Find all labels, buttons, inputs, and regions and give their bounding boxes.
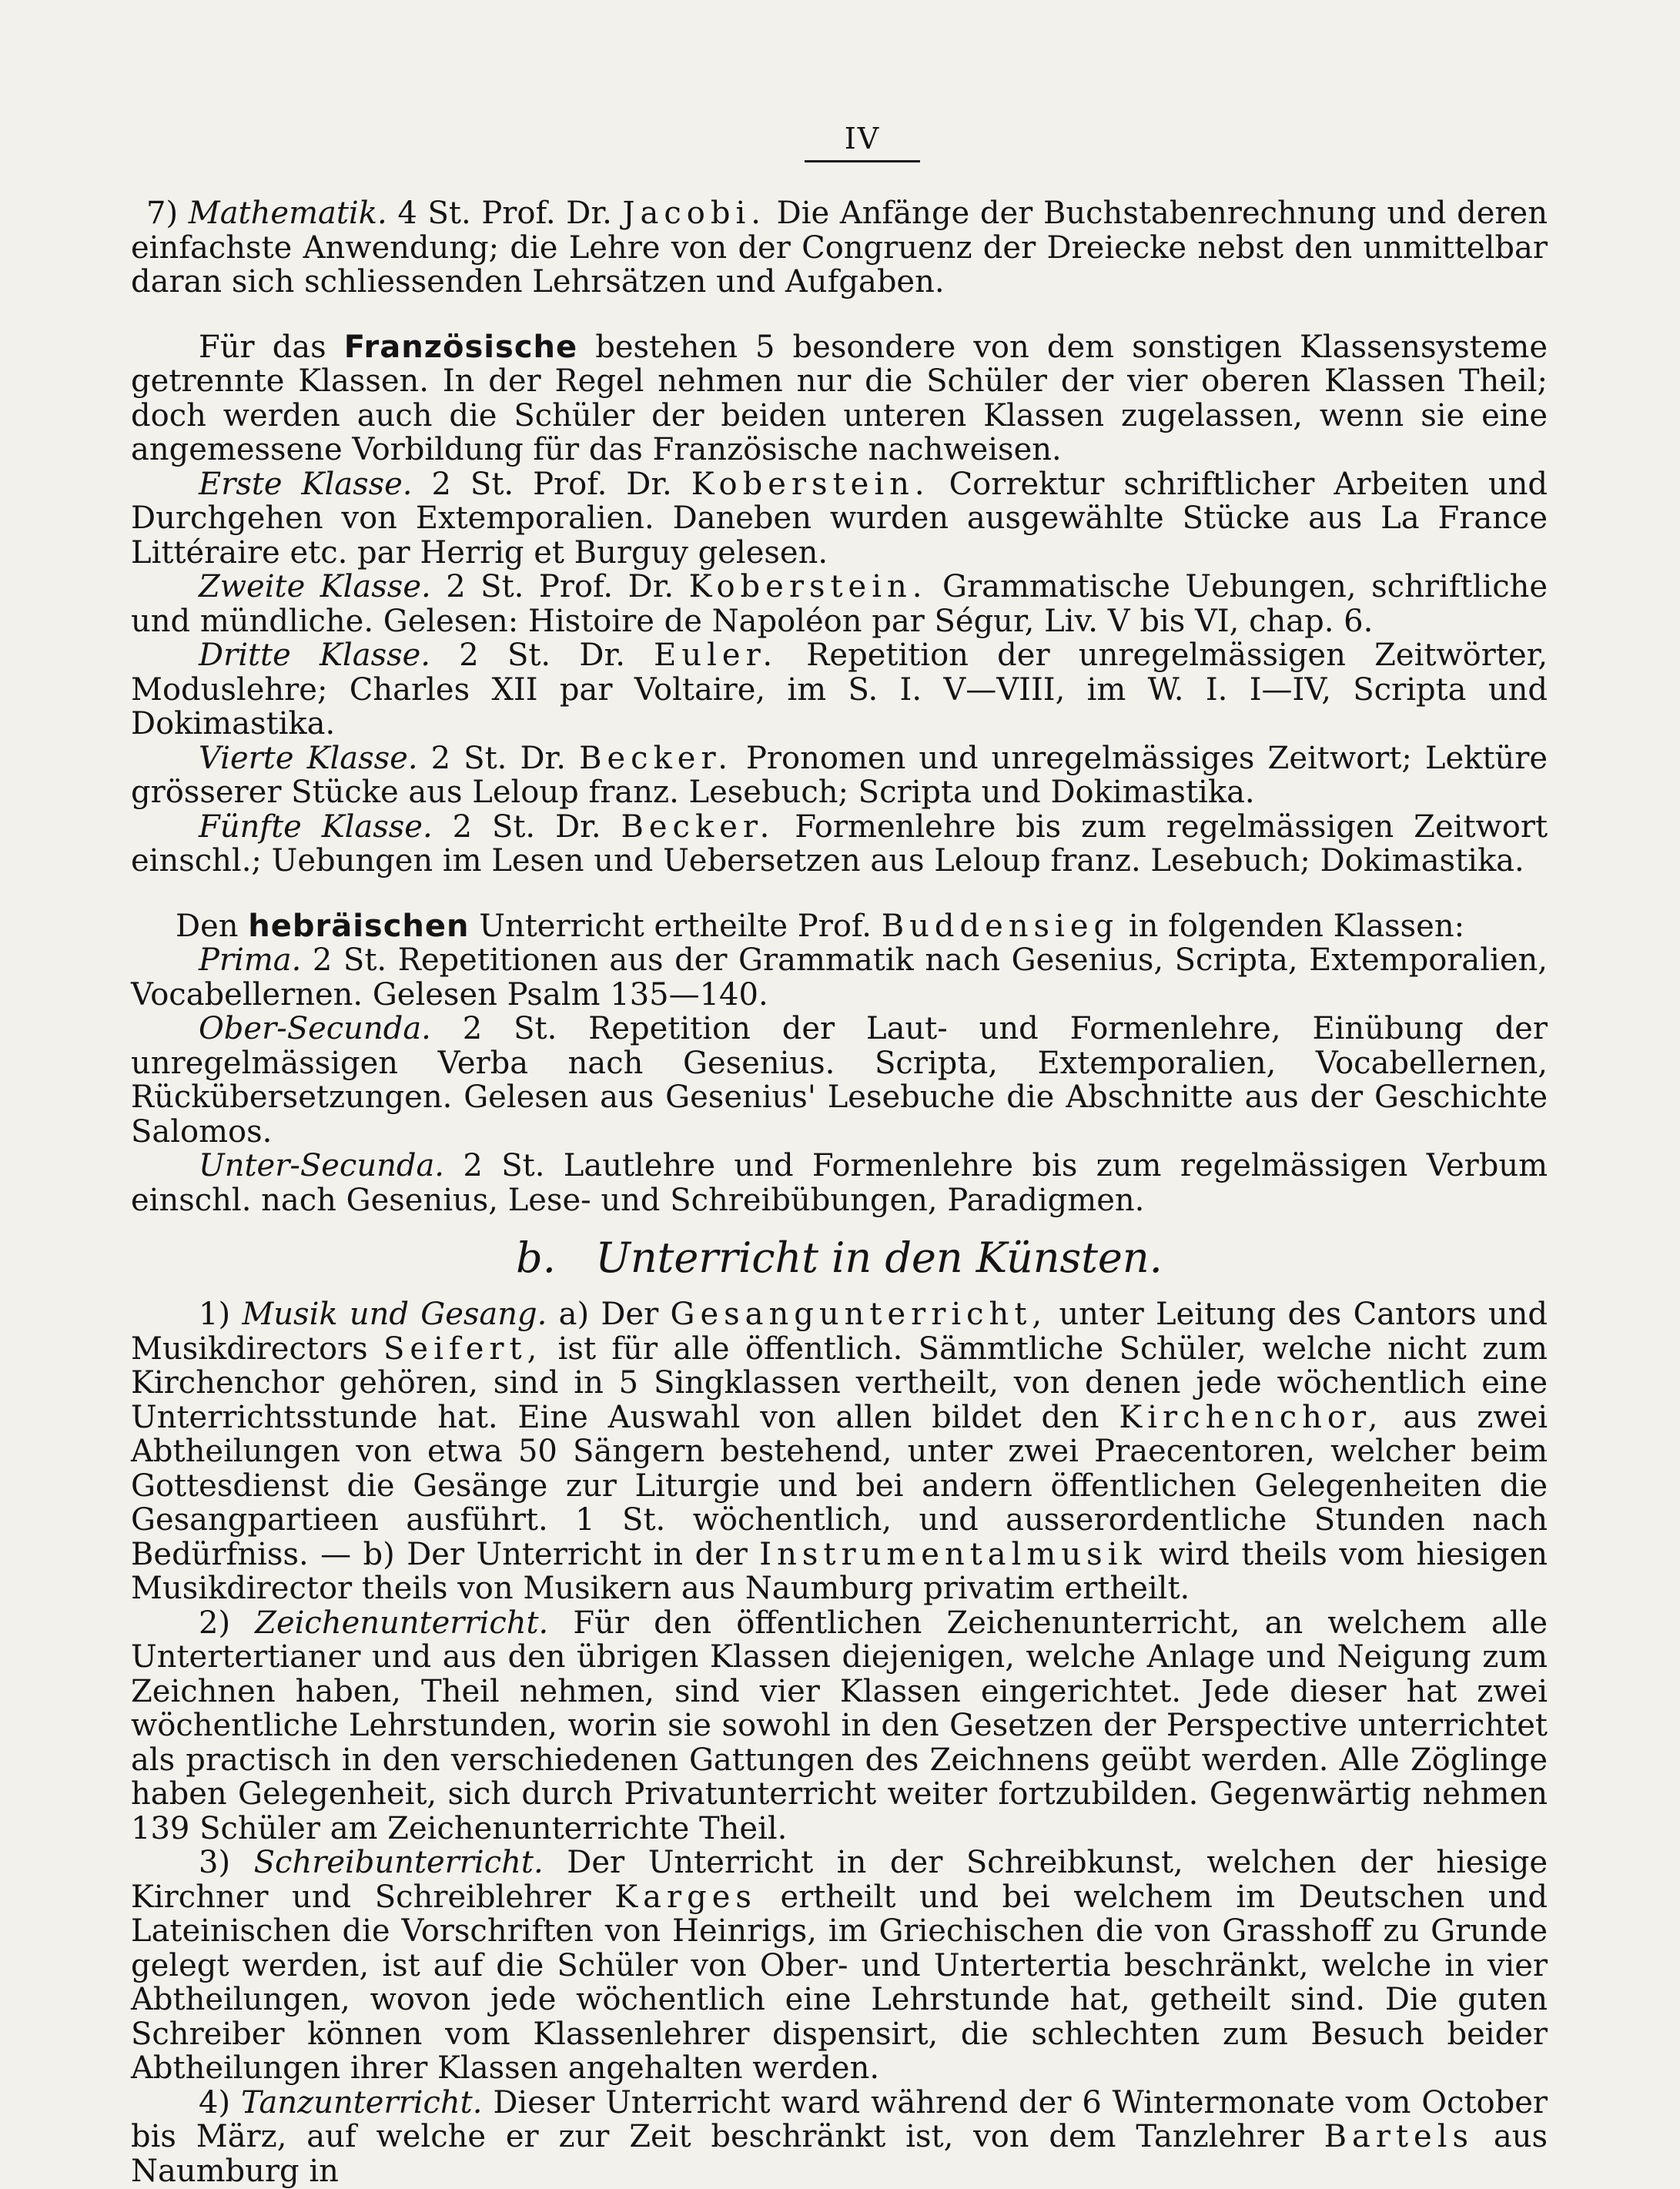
spaced-term: Instrumentalmusik [759, 1536, 1147, 1572]
paragraph-dance [131, 2086, 1548, 2189]
paragraph-writing [131, 1846, 1548, 2086]
page-body [131, 196, 1548, 2188]
teacher-name: Buddensieg [881, 908, 1119, 944]
hours: 2 St. [312, 942, 387, 978]
subject-title: Zeichenunterricht. [255, 1605, 549, 1641]
item-number: 7) [146, 196, 179, 231]
teacher-name: Koberstein. [691, 466, 930, 502]
teacher-name: Koberstein. [688, 569, 928, 604]
teacher-name: Bartels [1324, 2119, 1474, 2154]
intro-text: in folgenden Klassen: [1128, 908, 1465, 944]
hours: 2 St. [430, 740, 507, 776]
class-text: Repetition der Laut- und Formenlehre, Einübung der unregelmässigen Verba nach Gesenius. Scripta, Extemporalien, Vocabellernen, Rückübersetzungen. Gelesen aus Gesenius' Lesebuche die Abschnitte aus der Geschichte Salomos. [131, 1011, 1548, 1150]
paragraph-text: wird theils vom hiesigen Musikdirector theils von Musikern aus Naumburg privatim ertheilt. [131, 1536, 1548, 1606]
hours: 2 St. [446, 569, 524, 604]
section-title: Unterricht in den Künsten. [595, 1233, 1163, 1282]
subject-title: Tanzunterricht. [240, 2084, 483, 2120]
teacher-title: Dr. [579, 638, 625, 673]
paragraph-drawing [131, 1606, 1548, 1846]
teacher-title: Prof. Dr. [481, 196, 612, 231]
item-number: 2) [199, 1605, 231, 1641]
item-number: 1) [199, 1297, 231, 1332]
item-number: 4) [199, 2084, 231, 2120]
paragraph-text: ist für alle öffentlich. Sämmtliche Schüler, welche nicht zum Kirchenchor gehören, sind in 5 Singklassen vertheilt, von denen jede wöchentlich eine Unterrichtsstunde hat. Eine Auswahl von allen bildet den [131, 1330, 1548, 1435]
intro-text: bestehen 5 besondere von dem sonstigen Klassensysteme getrennte Klassen. In der Regel nehmen nur die Schüler der vier oberen Klassen Theil; doch werden auch die Schüler der beiden unteren Klassen zugelassen, wenn sie eine angemessene Vorbildung für das Französische nachweisen. [131, 329, 1548, 467]
intro-text: Unterricht ertheilte Prof. [479, 908, 872, 944]
spaced-term: Gesangunterricht, [670, 1297, 1048, 1332]
spacer [131, 300, 1548, 330]
paragraph-text: aus Naumburg in [131, 2119, 1548, 2189]
class-text: Correktur schriftlicher Arbeiten und Durchgehen von Extemporalien. Daneben wurden ausgewählte Stücke aus La France Littéraire etc. par Herrig et Burguy gelesen. [131, 466, 1548, 571]
paragraph-text: Für den öffentlichen Zeichenunterricht, an welchem alle Untertertianer und aus den übrigen Klassen diejenigen, welche Anlage und Neigung zum Zeichnen haben, Theil nehmen, sind vier Klassen eingerichtet. Jede dieser hat zwei wöchentliche Lehrstunden, worin sie sowohl in den Gesetzen der Perspective unterrichtet als practisch in den verschiedenen Gattungen des Zeichnens geübt werden. Alle Zöglinge haben Gelegenheit, sich durch Privatunterricht weiter fortzubilden. Gegenwärtig nehmen 139 Schüler am Zeichenunterrichte Theil. [131, 1605, 1548, 1846]
hours: 2 St. [431, 466, 514, 502]
paragraph-music [131, 1297, 1548, 1606]
teacher-name: Seifert, [383, 1330, 543, 1367]
subject-heading: Französische [343, 329, 578, 365]
teacher-name: Karges [614, 1879, 757, 1915]
teacher-title: Prof. Dr. [538, 569, 674, 604]
french-class-2 [131, 570, 1548, 638]
subject-title: Mathematik. [188, 196, 387, 231]
hours: 2 St. [452, 808, 536, 845]
hebrew-class-prima [131, 943, 1548, 1012]
class-label: Erste Klasse. [199, 466, 413, 502]
class-text: Lautlehre und Formenlehre bis zum regelmässigen Verbum einschl. nach Gesenius, Lese- und Schreibübungen, Paradigmen. [131, 1148, 1548, 1218]
intro-text: Den [176, 908, 239, 944]
hebrew-class-unter-secunda [131, 1149, 1548, 1217]
intro-text: Für das [199, 329, 326, 365]
french-class-3 [131, 638, 1548, 741]
french-class-5 [131, 810, 1548, 879]
class-text: Repetition der unregelmässigen Zeitwörter, Moduslehre; Charles XII par Voltaire, im S. I. V—VIII, im W. I. I—IV, Scripta und Dokimastika. [131, 638, 1548, 741]
paragraph-text: Der Unterricht in der Schreibkunst, welchen der hiesige Kirchner und Schreiblehrer [131, 1845, 1548, 1915]
teacher-title: Prof. Dr. [533, 466, 672, 502]
teacher-name: Becker. [621, 808, 775, 845]
class-label: Fünfte Klasse. [199, 808, 433, 845]
section-letter: b. [516, 1233, 556, 1282]
class-text: Formenlehre bis zum regelmässigen Zeitwort einschl.; Uebungen im Lesen und Uebersetzen aus Leloup franz. Lesebuch; Dokimastika. [131, 808, 1548, 879]
page-number: IV [805, 122, 920, 162]
class-label: Dritte Klasse. [199, 638, 431, 673]
paragraph-text: ertheilt und bei welchem im Deutschen und Lateinischen die Vorschriften von Heinrigs, im Griechischen die von Grasshoff zu Grunde gelegt werden, ist auf die Schüler von Ober- und Untertertia beschränkt, welche in vier Abtheilungen, wovon jede wöchentlich eine Lehrstunde hat, getheilt sind. Die guten Schreiber können vom Klassenlehrer dispensirt, die schlechten zum Besuch beider Abtheilungen ihrer Klassen angehalten werden. [131, 1879, 1548, 2086]
hours: 2 St. [462, 1011, 557, 1046]
teacher-name: Becker. [579, 740, 733, 776]
spacer [131, 879, 1548, 909]
section-heading [131, 1231, 1548, 1285]
paragraph-hebrew-intro [131, 909, 1548, 944]
spaced-term: Kirchenchor, [1119, 1399, 1384, 1435]
paragraph-text: aus zwei Abtheilungen von etwa 50 Sängern bestehend, unter zwei Praecentoren, welcher beim Gottesdienst die Gesänge zur Liturgie und bei andern öffentlichen Gelegenheiten die Gesangpartieen ausführt. 1 St. wöchentlich, und ausserordentliche Stunden nach Bedürfniss. — b) Der Unterricht in der [131, 1399, 1548, 1572]
item-number: 3) [199, 1845, 231, 1880]
subject-heading: hebräischen [248, 908, 470, 944]
paragraph-text: Die Anfänge der Buchstabenrechnung und deren einfachste Anwendung; die Lehre von der Congruenz der Dreiecke nebst den unmittelbar daran sich schliessenden Lehrsätzen und Aufgaben. [131, 196, 1548, 300]
hours: 2 St. [459, 638, 551, 673]
class-label: Ober-Secunda. [199, 1011, 431, 1046]
teacher-title: Dr. [520, 740, 566, 776]
paragraph-text: a) Der [558, 1297, 659, 1332]
teacher-name: Jacobi. [622, 196, 766, 231]
paragraph-text: unter Leitung des Cantors und Musikdirectors [131, 1297, 1548, 1367]
french-class-4 [131, 741, 1548, 810]
french-class-1 [131, 467, 1548, 571]
hours: 4 St. [397, 196, 471, 231]
class-text: Pronomen und unregelmässiges Zeitwort; Lektüre grösserer Stücke aus Leloup franz. Lesebuch; Scripta und Dokimastika. [131, 740, 1548, 810]
hours: 2 St. [463, 1148, 545, 1183]
class-label: Zweite Klasse. [199, 569, 431, 604]
paragraph-mathematik [131, 196, 1548, 300]
class-text: Repetitionen aus der Grammatik nach Gesenius, Scripta, Extemporalien, Vocabellernen. Gelesen Psalm 135—140. [131, 942, 1548, 1012]
paragraph-french-intro [131, 330, 1548, 467]
class-label: Vierte Klasse. [199, 740, 418, 776]
teacher-title: Dr. [555, 808, 601, 845]
hebrew-class-ober-secunda [131, 1012, 1548, 1149]
class-text: Grammatische Uebungen, schriftliche und mündliche. Gelesen: Histoire de Napoléon par Ségur, Liv. V bis VI, chap. 6. [131, 569, 1548, 639]
paragraph-text: Dieser Unterricht ward während der 6 Wintermonate vom October bis März, auf welche er zur Zeit beschränkt ist, von dem Tanzlehrer [131, 2084, 1548, 2154]
class-label: Unter-Secunda. [199, 1148, 445, 1183]
subject-title: Musik und Gesang. [242, 1297, 547, 1332]
class-label: Prima. [199, 942, 302, 978]
teacher-name: Euler. [654, 638, 778, 673]
subject-title: Schreibunterricht. [253, 1845, 544, 1880]
